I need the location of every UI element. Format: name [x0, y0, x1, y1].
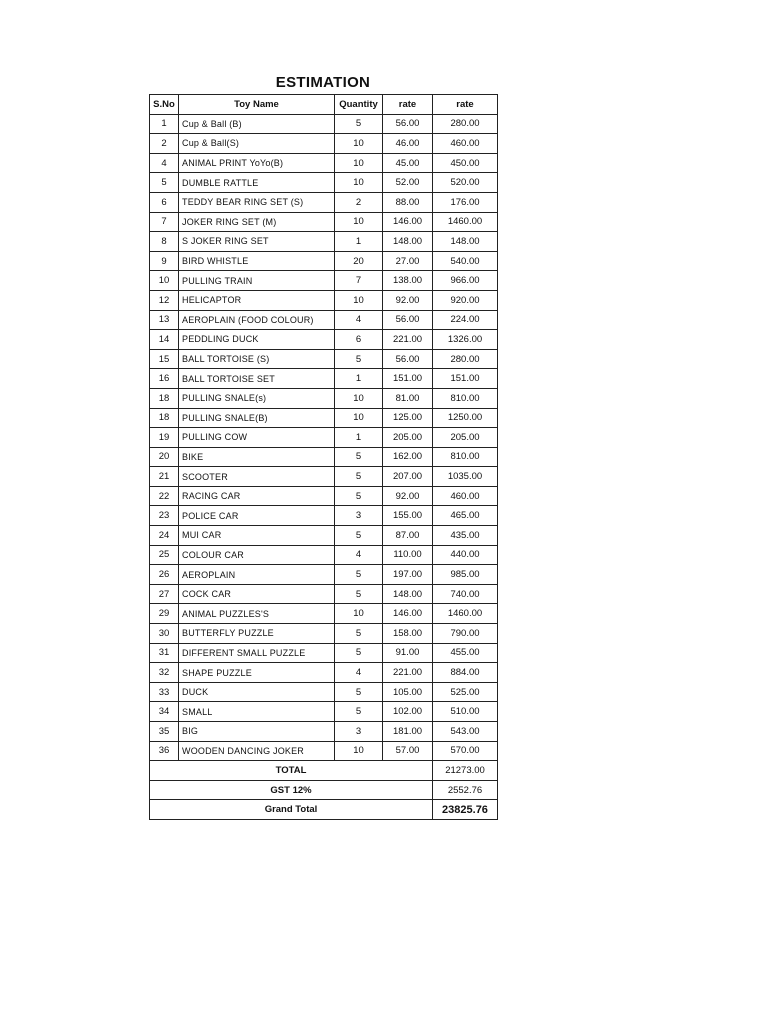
cell-sno: 8 — [150, 232, 179, 252]
cell-sno: 24 — [150, 526, 179, 546]
cell-sno: 7 — [150, 212, 179, 232]
header-quantity: Quantity — [335, 95, 383, 115]
table-row — [150, 624, 498, 644]
cell-rate: 146.00 — [383, 604, 433, 624]
cell-sno: 10 — [150, 271, 179, 291]
cell-rate: 151.00 — [383, 369, 433, 389]
cell-rate: 81.00 — [383, 388, 433, 408]
cell-sno: 32 — [150, 663, 179, 683]
cell-quantity: 10 — [335, 408, 383, 428]
estimation-table — [149, 94, 498, 820]
cell-sno: 6 — [150, 192, 179, 212]
table-row — [150, 290, 498, 310]
estimation-sheet — [149, 72, 497, 820]
cell-toy-name: ANIMAL PRINT YoYo(B) — [179, 153, 335, 173]
cell-amount: 1250.00 — [433, 408, 498, 428]
cell-toy-name: ANIMAL PUZZLES'S — [179, 604, 335, 624]
cell-amount: 790.00 — [433, 624, 498, 644]
cell-toy-name: BALL TORTOISE SET — [179, 369, 335, 389]
cell-quantity: 5 — [335, 702, 383, 722]
table-row — [150, 526, 498, 546]
table-row — [150, 349, 498, 369]
cell-rate: 45.00 — [383, 153, 433, 173]
table-row — [150, 682, 498, 702]
cell-sno: 19 — [150, 428, 179, 448]
cell-quantity: 7 — [335, 271, 383, 291]
table-row — [150, 545, 498, 565]
cell-rate: 207.00 — [383, 467, 433, 487]
cell-sno: 18 — [150, 388, 179, 408]
cell-sno: 22 — [150, 486, 179, 506]
table-row — [150, 153, 498, 173]
cell-quantity: 5 — [335, 526, 383, 546]
cell-sno: 14 — [150, 330, 179, 350]
cell-amount: 151.00 — [433, 369, 498, 389]
cell-rate: 91.00 — [383, 643, 433, 663]
cell-toy-name: PEDDLING DUCK — [179, 330, 335, 350]
table-row — [150, 584, 498, 604]
table-row — [150, 565, 498, 585]
cell-quantity: 10 — [335, 604, 383, 624]
cell-quantity: 10 — [335, 134, 383, 154]
cell-sno: 12 — [150, 290, 179, 310]
cell-quantity: 10 — [335, 173, 383, 193]
cell-amount: 460.00 — [433, 486, 498, 506]
cell-quantity: 4 — [335, 310, 383, 330]
table-row — [150, 134, 498, 154]
cell-sno: 1 — [150, 114, 179, 134]
cell-toy-name: DUCK — [179, 682, 335, 702]
cell-sno: 15 — [150, 349, 179, 369]
cell-quantity: 5 — [335, 624, 383, 644]
header-rate: rate — [383, 95, 433, 115]
cell-sno: 18 — [150, 408, 179, 428]
cell-sno: 29 — [150, 604, 179, 624]
cell-amount: 465.00 — [433, 506, 498, 526]
cell-rate: 158.00 — [383, 624, 433, 644]
cell-rate: 56.00 — [383, 114, 433, 134]
cell-rate: 110.00 — [383, 545, 433, 565]
cell-quantity: 5 — [335, 565, 383, 585]
cell-sno: 9 — [150, 251, 179, 271]
cell-toy-name: MUI CAR — [179, 526, 335, 546]
cell-sno: 13 — [150, 310, 179, 330]
cell-rate: 221.00 — [383, 330, 433, 350]
cell-toy-name: WOODEN DANCING JOKER — [179, 741, 335, 761]
gst-label: GST 12% — [150, 780, 433, 800]
cell-toy-name: SHAPE PUZZLE — [179, 663, 335, 683]
cell-sno: 30 — [150, 624, 179, 644]
cell-amount: 280.00 — [433, 114, 498, 134]
cell-toy-name: PULLING COW — [179, 428, 335, 448]
cell-amount: 455.00 — [433, 643, 498, 663]
cell-sno: 20 — [150, 447, 179, 467]
cell-toy-name: BIG — [179, 722, 335, 742]
cell-amount: 570.00 — [433, 741, 498, 761]
table-row — [150, 741, 498, 761]
cell-amount: 920.00 — [433, 290, 498, 310]
cell-sno: 33 — [150, 682, 179, 702]
cell-quantity: 10 — [335, 153, 383, 173]
cell-quantity: 10 — [335, 388, 383, 408]
cell-quantity: 5 — [335, 584, 383, 604]
cell-rate: 125.00 — [383, 408, 433, 428]
cell-rate: 148.00 — [383, 232, 433, 252]
table-row — [150, 173, 498, 193]
cell-amount: 440.00 — [433, 545, 498, 565]
cell-rate: 92.00 — [383, 486, 433, 506]
cell-toy-name: Cup & Ball (B) — [179, 114, 335, 134]
cell-quantity: 10 — [335, 290, 383, 310]
cell-toy-name: BIRD WHISTLE — [179, 251, 335, 271]
cell-amount: 148.00 — [433, 232, 498, 252]
table-row — [150, 192, 498, 212]
header-amount: rate — [433, 95, 498, 115]
cell-sno: 23 — [150, 506, 179, 526]
total-value: 21273.00 — [433, 761, 498, 781]
cell-rate: 162.00 — [383, 447, 433, 467]
table-row — [150, 271, 498, 291]
cell-amount: 966.00 — [433, 271, 498, 291]
cell-rate: 27.00 — [383, 251, 433, 271]
cell-sno: 16 — [150, 369, 179, 389]
cell-toy-name: JOKER RING SET (M) — [179, 212, 335, 232]
grand-total-label: Grand Total — [150, 800, 433, 820]
cell-amount: 205.00 — [433, 428, 498, 448]
cell-amount: 435.00 — [433, 526, 498, 546]
cell-amount: 1035.00 — [433, 467, 498, 487]
table-row — [150, 388, 498, 408]
cell-amount: 1460.00 — [433, 604, 498, 624]
table-row — [150, 369, 498, 389]
cell-rate: 87.00 — [383, 526, 433, 546]
cell-amount: 540.00 — [433, 251, 498, 271]
grand-total-value: 23825.76 — [433, 800, 498, 820]
cell-rate: 181.00 — [383, 722, 433, 742]
cell-toy-name: BUTTERFLY PUZZLE — [179, 624, 335, 644]
cell-rate: 197.00 — [383, 565, 433, 585]
table-row — [150, 330, 498, 350]
cell-amount: 176.00 — [433, 192, 498, 212]
cell-sno: 36 — [150, 741, 179, 761]
cell-amount: 810.00 — [433, 388, 498, 408]
cell-toy-name: BIKE — [179, 447, 335, 467]
cell-rate: 221.00 — [383, 663, 433, 683]
cell-quantity: 5 — [335, 486, 383, 506]
cell-quantity: 5 — [335, 467, 383, 487]
table-row — [150, 604, 498, 624]
cell-toy-name: COCK CAR — [179, 584, 335, 604]
grand-total-row — [150, 800, 498, 820]
table-row — [150, 486, 498, 506]
cell-rate: 138.00 — [383, 271, 433, 291]
cell-amount: 510.00 — [433, 702, 498, 722]
gst-value: 2552.76 — [433, 780, 498, 800]
cell-amount: 740.00 — [433, 584, 498, 604]
cell-toy-name: Cup & Ball(S) — [179, 134, 335, 154]
cell-toy-name: DUMBLE RATTLE — [179, 173, 335, 193]
cell-quantity: 20 — [335, 251, 383, 271]
cell-sno: 31 — [150, 643, 179, 663]
table-row — [150, 428, 498, 448]
cell-amount: 224.00 — [433, 310, 498, 330]
header-sno: S.No — [150, 95, 179, 115]
table-row — [150, 408, 498, 428]
table-row — [150, 702, 498, 722]
gst-row — [150, 780, 498, 800]
cell-rate: 148.00 — [383, 584, 433, 604]
cell-quantity: 2 — [335, 192, 383, 212]
table-row — [150, 310, 498, 330]
cell-amount: 810.00 — [433, 447, 498, 467]
cell-quantity: 3 — [335, 722, 383, 742]
cell-sno: 5 — [150, 173, 179, 193]
cell-sno: 4 — [150, 153, 179, 173]
cell-toy-name: SCOOTER — [179, 467, 335, 487]
header-toy-name: Toy Name — [179, 95, 335, 115]
cell-rate: 146.00 — [383, 212, 433, 232]
cell-quantity: 10 — [335, 212, 383, 232]
cell-quantity: 5 — [335, 643, 383, 663]
cell-sno: 35 — [150, 722, 179, 742]
cell-rate: 105.00 — [383, 682, 433, 702]
cell-sno: 26 — [150, 565, 179, 585]
table-body — [150, 114, 498, 761]
cell-rate: 92.00 — [383, 290, 433, 310]
cell-rate: 57.00 — [383, 741, 433, 761]
cell-quantity: 10 — [335, 741, 383, 761]
header-row — [150, 95, 498, 115]
cell-rate: 46.00 — [383, 134, 433, 154]
table-row — [150, 212, 498, 232]
cell-quantity: 1 — [335, 428, 383, 448]
cell-rate: 56.00 — [383, 349, 433, 369]
cell-toy-name: COLOUR CAR — [179, 545, 335, 565]
cell-sno: 25 — [150, 545, 179, 565]
cell-sno: 27 — [150, 584, 179, 604]
cell-amount: 525.00 — [433, 682, 498, 702]
cell-toy-name: PULLING SNALE(B) — [179, 408, 335, 428]
cell-toy-name: HELICAPTOR — [179, 290, 335, 310]
cell-amount: 280.00 — [433, 349, 498, 369]
table-row — [150, 506, 498, 526]
cell-toy-name: TEDDY BEAR RING SET (S) — [179, 192, 335, 212]
cell-toy-name: BALL TORTOISE (S) — [179, 349, 335, 369]
cell-quantity: 6 — [335, 330, 383, 350]
table-row — [150, 114, 498, 134]
cell-toy-name: S JOKER RING SET — [179, 232, 335, 252]
table-row — [150, 663, 498, 683]
cell-toy-name: PULLING SNALE(s) — [179, 388, 335, 408]
cell-toy-name: DIFFERENT SMALL PUZZLE — [179, 643, 335, 663]
cell-quantity: 1 — [335, 232, 383, 252]
cell-rate: 155.00 — [383, 506, 433, 526]
cell-rate: 52.00 — [383, 173, 433, 193]
total-label: TOTAL — [150, 761, 433, 781]
cell-rate: 205.00 — [383, 428, 433, 448]
cell-quantity: 1 — [335, 369, 383, 389]
table-row — [150, 643, 498, 663]
table-row — [150, 232, 498, 252]
cell-sno: 21 — [150, 467, 179, 487]
cell-quantity: 4 — [335, 545, 383, 565]
cell-quantity: 5 — [335, 447, 383, 467]
cell-amount: 450.00 — [433, 153, 498, 173]
cell-toy-name: AEROPLAIN (FOOD COLOUR) — [179, 310, 335, 330]
cell-rate: 102.00 — [383, 702, 433, 722]
cell-amount: 520.00 — [433, 173, 498, 193]
cell-toy-name: PULLING TRAIN — [179, 271, 335, 291]
cell-toy-name: POLICE CAR — [179, 506, 335, 526]
cell-quantity: 3 — [335, 506, 383, 526]
cell-quantity: 5 — [335, 682, 383, 702]
total-row — [150, 761, 498, 781]
table-row — [150, 251, 498, 271]
cell-quantity: 5 — [335, 349, 383, 369]
cell-amount: 884.00 — [433, 663, 498, 683]
cell-toy-name: RACING CAR — [179, 486, 335, 506]
table-row — [150, 467, 498, 487]
cell-amount: 1460.00 — [433, 212, 498, 232]
cell-rate: 56.00 — [383, 310, 433, 330]
cell-toy-name: AEROPLAIN — [179, 565, 335, 585]
sheet-title: ESTIMATION — [275, 74, 371, 91]
table-row — [150, 722, 498, 742]
cell-sno: 34 — [150, 702, 179, 722]
table-row — [150, 447, 498, 467]
cell-rate: 88.00 — [383, 192, 433, 212]
cell-sno: 2 — [150, 134, 179, 154]
cell-quantity: 4 — [335, 663, 383, 683]
cell-amount: 543.00 — [433, 722, 498, 742]
cell-amount: 460.00 — [433, 134, 498, 154]
cell-amount: 1326.00 — [433, 330, 498, 350]
cell-toy-name: SMALL — [179, 702, 335, 722]
cell-quantity: 5 — [335, 114, 383, 134]
cell-amount: 985.00 — [433, 565, 498, 585]
